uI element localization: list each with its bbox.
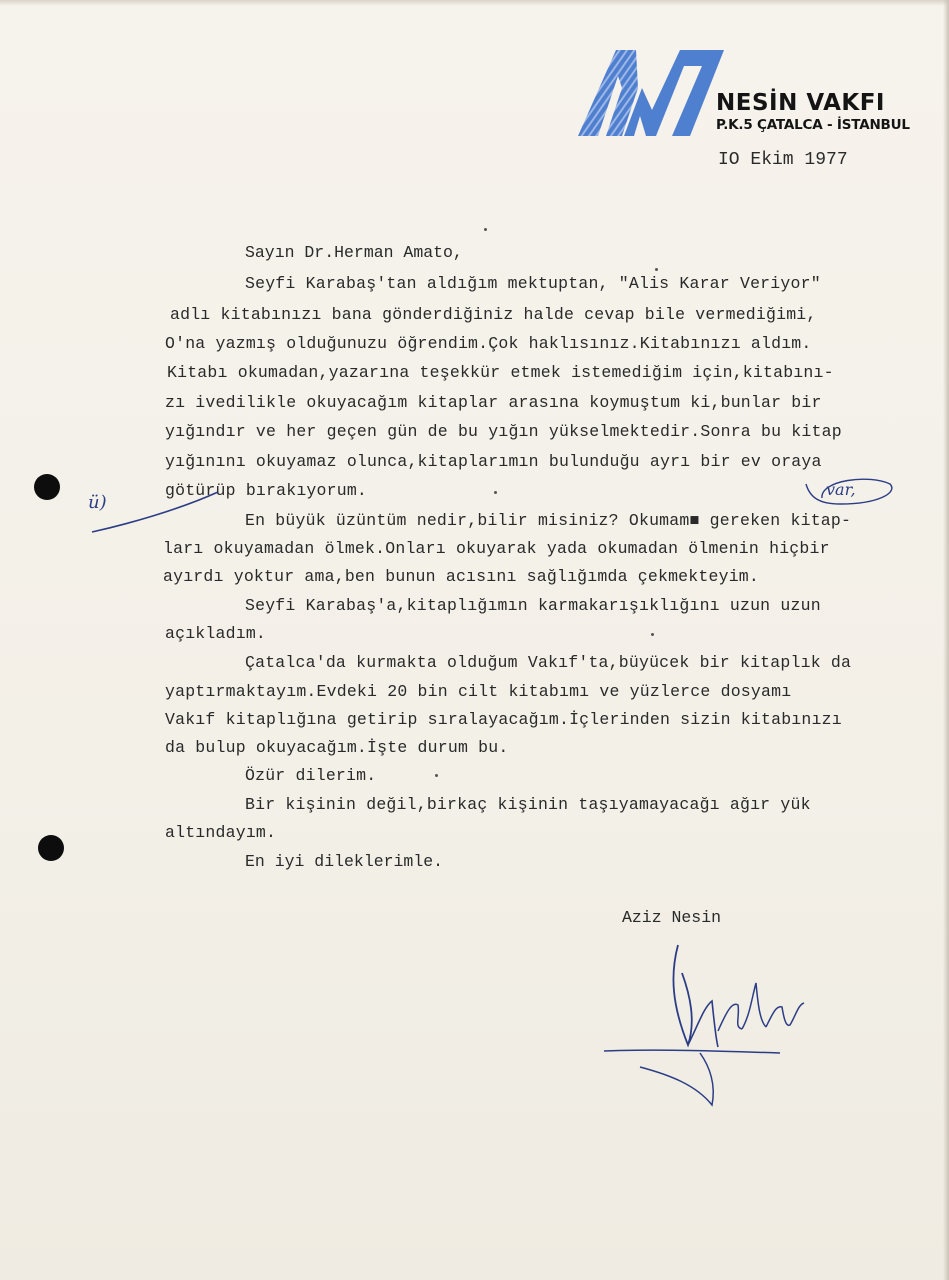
margin-correction-note: ü) [88, 492, 107, 513]
body-line: Kitabı okumadan,yazarına teşekkür etmek istemediğim için,kitabını- [167, 363, 834, 382]
handwritten-signature [600, 935, 820, 1125]
letter-date: IO Ekim 1977 [718, 150, 848, 170]
signer-name: Aziz Nesin [622, 908, 722, 927]
body-line: Özür dilerim. [245, 766, 377, 785]
body-line: yığındır ve her geçen gün de bu yığın yükselmektedir.Sonra bu kitap [165, 422, 842, 441]
insert-correction-note: var, [826, 480, 856, 499]
insert-correction-loop [800, 470, 900, 510]
closing: En iyi dileklerimle. [245, 852, 444, 871]
margin-correction-stroke [88, 488, 223, 538]
body-line: En büyük üzüntüm nedir,bilir misiniz? Okumam■ gereken kitap- [245, 511, 852, 530]
paper-right-edge [943, 0, 949, 1280]
paper-speck [494, 491, 497, 494]
punch-hole-top [34, 474, 60, 500]
body-line: götürüp bırakıyorum. [165, 481, 368, 500]
body-line: yığınını okuyamaz olunca,kitaplarımın bulunduğu ayrı bir ev oraya [165, 452, 822, 471]
body-line: da bulup okuyacağım.İşte durum bu. [165, 738, 509, 757]
body-line: adlı kitabınızı bana gönderdiğiniz halde cevap bile vermediğimi, [170, 305, 817, 324]
foundation-name: NESİN VAKFI [716, 90, 885, 116]
body-line: Vakıf kitaplığına getirip sıralayacağım.İçlerinden sizin kitabınızı [165, 710, 842, 729]
body-line: Bir kişinin değil,birkaç kişinin taşıyamayacağı ağır yük [245, 795, 811, 814]
nv-logo-icon [576, 48, 726, 138]
paper-speck [651, 633, 654, 636]
punch-hole-bottom [38, 835, 64, 861]
body-line: Çatalca'da kurmakta olduğum Vakıf'ta,büyücek bir kitaplık da [245, 653, 852, 672]
salutation: Sayın Dr.Herman Amato, [245, 243, 463, 262]
body-line: ayırdı yoktur ama,ben bunun acısını sağlığımda çekmekteyim. [163, 567, 759, 586]
body-line: altındayım. [165, 823, 277, 842]
paper-speck [435, 774, 438, 777]
foundation-address: P.K.5 ÇATALCA - İSTANBUL [716, 117, 910, 133]
body-line: Seyfi Karabaş'tan aldığım mektuptan, "Alis Karar Veriyor" [245, 274, 821, 293]
body-line: zı ivedilikle okuyacağım kitaplar arasına koymuştum ki,bunlar bir [165, 393, 822, 412]
body-line: O'na yazmış olduğunuzu öğrendim.Çok haklısınız.Kitabınızı aldım. [165, 334, 812, 353]
paper-speck [655, 268, 658, 271]
body-line: ları okuyamadan ölmek.Onları okuyarak yada okumadan ölmenin hiçbir [163, 539, 830, 558]
paper-top-edge [0, 0, 949, 6]
body-line: Seyfi Karabaş'a,kitaplığımın karmakarışıklığını uzun uzun [245, 596, 821, 615]
body-line: yaptırmaktayım.Evdeki 20 bin cilt kitabımı ve yüzlerce dosyamı [165, 682, 792, 701]
paper-speck [484, 228, 487, 231]
body-line: açıkladım. [165, 624, 267, 643]
